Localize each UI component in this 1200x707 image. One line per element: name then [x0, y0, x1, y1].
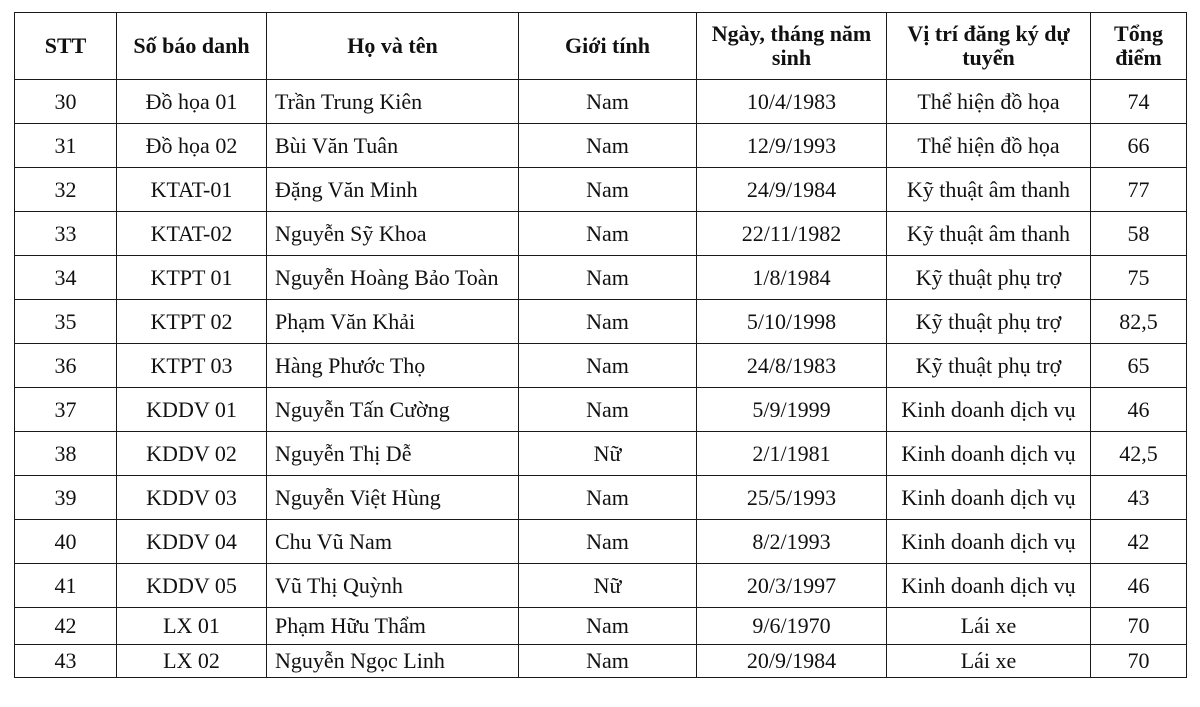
- cell-gender: Nam: [519, 168, 697, 212]
- table-row: [15, 212, 1187, 256]
- table-row: [15, 476, 1187, 520]
- header-full-name: Họ và tên: [267, 13, 519, 80]
- cell-stt: 30: [15, 80, 117, 124]
- cell-position: Kỹ thuật phụ trợ: [887, 300, 1091, 344]
- cell-candidate-number: LX 01: [117, 608, 267, 645]
- cell-full-name: Phạm Văn Khải: [267, 300, 519, 344]
- results-table: [14, 12, 1187, 678]
- cell-stt: 31: [15, 124, 117, 168]
- cell-candidate-number: KTPT 03: [117, 344, 267, 388]
- cell-total-score: 42: [1091, 520, 1187, 564]
- cell-stt: 37: [15, 388, 117, 432]
- cell-candidate-number: Đồ họa 01: [117, 80, 267, 124]
- cell-full-name: Nguyễn Ngọc Linh: [267, 645, 519, 678]
- cell-total-score: 77: [1091, 168, 1187, 212]
- cell-full-name: Trần Trung Kiên: [267, 80, 519, 124]
- cell-position: Kinh doanh dịch vụ: [887, 520, 1091, 564]
- cell-date-of-birth: 5/10/1998: [697, 300, 887, 344]
- cell-position: Kinh doanh dịch vụ: [887, 476, 1091, 520]
- cell-total-score: 75: [1091, 256, 1187, 300]
- cell-stt: 35: [15, 300, 117, 344]
- cell-candidate-number: KDDV 05: [117, 564, 267, 608]
- cell-candidate-number: KDDV 03: [117, 476, 267, 520]
- cell-position: Thể hiện đồ họa: [887, 124, 1091, 168]
- table-row: [15, 80, 1187, 124]
- cell-gender: Nữ: [519, 564, 697, 608]
- cell-date-of-birth: 24/8/1983: [697, 344, 887, 388]
- table-row: [15, 168, 1187, 212]
- cell-stt: 38: [15, 432, 117, 476]
- table-row: [15, 645, 1187, 678]
- cell-gender: Nam: [519, 256, 697, 300]
- cell-gender: Nam: [519, 608, 697, 645]
- cell-gender: Nam: [519, 520, 697, 564]
- cell-total-score: 65: [1091, 344, 1187, 388]
- header-candidate-number: Số báo danh: [117, 13, 267, 80]
- header-date-of-birth: Ngày, tháng năm sinh: [697, 13, 887, 80]
- cell-stt: 40: [15, 520, 117, 564]
- cell-gender: Nam: [519, 124, 697, 168]
- cell-full-name: Nguyễn Thị Dễ: [267, 432, 519, 476]
- cell-position: Kỹ thuật âm thanh: [887, 168, 1091, 212]
- cell-candidate-number: Đồ họa 02: [117, 124, 267, 168]
- cell-total-score: 70: [1091, 645, 1187, 678]
- cell-full-name: Bùi Văn Tuân: [267, 124, 519, 168]
- cell-stt: 32: [15, 168, 117, 212]
- table-row: [15, 300, 1187, 344]
- cell-stt: 43: [15, 645, 117, 678]
- results-table-container: [14, 12, 1186, 678]
- cell-position: Kỹ thuật âm thanh: [887, 212, 1091, 256]
- cell-candidate-number: KTAT-02: [117, 212, 267, 256]
- cell-candidate-number: KDDV 04: [117, 520, 267, 564]
- header-position: Vị trí đăng ký dự tuyển: [887, 13, 1091, 80]
- cell-position: Lái xe: [887, 608, 1091, 645]
- cell-total-score: 43: [1091, 476, 1187, 520]
- cell-date-of-birth: 10/4/1983: [697, 80, 887, 124]
- cell-date-of-birth: 2/1/1981: [697, 432, 887, 476]
- cell-date-of-birth: 12/9/1993: [697, 124, 887, 168]
- cell-stt: 34: [15, 256, 117, 300]
- cell-candidate-number: KTAT-01: [117, 168, 267, 212]
- cell-position: Lái xe: [887, 645, 1091, 678]
- cell-date-of-birth: 8/2/1993: [697, 520, 887, 564]
- cell-full-name: Phạm Hữu Thẩm: [267, 608, 519, 645]
- cell-full-name: Vũ Thị Quỳnh: [267, 564, 519, 608]
- cell-date-of-birth: 9/6/1970: [697, 608, 887, 645]
- cell-total-score: 58: [1091, 212, 1187, 256]
- cell-stt: 36: [15, 344, 117, 388]
- cell-date-of-birth: 20/9/1984: [697, 645, 887, 678]
- cell-full-name: Nguyễn Tấn Cường: [267, 388, 519, 432]
- header-stt: STT: [15, 13, 117, 80]
- cell-date-of-birth: 24/9/1984: [697, 168, 887, 212]
- cell-gender: Nữ: [519, 432, 697, 476]
- cell-candidate-number: KDDV 01: [117, 388, 267, 432]
- cell-position: Kỹ thuật phụ trợ: [887, 256, 1091, 300]
- table-row: [15, 344, 1187, 388]
- cell-candidate-number: LX 02: [117, 645, 267, 678]
- cell-total-score: 46: [1091, 564, 1187, 608]
- cell-gender: Nam: [519, 300, 697, 344]
- cell-full-name: Hàng Phước Thọ: [267, 344, 519, 388]
- cell-total-score: 70: [1091, 608, 1187, 645]
- cell-gender: Nam: [519, 476, 697, 520]
- table-row: [15, 520, 1187, 564]
- header-total-score: Tổng điểm: [1091, 13, 1187, 80]
- cell-position: Kinh doanh dịch vụ: [887, 432, 1091, 476]
- cell-position: Thể hiện đồ họa: [887, 80, 1091, 124]
- cell-total-score: 82,5: [1091, 300, 1187, 344]
- cell-stt: 39: [15, 476, 117, 520]
- cell-date-of-birth: 1/8/1984: [697, 256, 887, 300]
- cell-full-name: Nguyễn Hoàng Bảo Toàn: [267, 256, 519, 300]
- cell-position: Kinh doanh dịch vụ: [887, 564, 1091, 608]
- cell-stt: 41: [15, 564, 117, 608]
- cell-candidate-number: KDDV 02: [117, 432, 267, 476]
- cell-full-name: Nguyễn Sỹ Khoa: [267, 212, 519, 256]
- table-row: [15, 564, 1187, 608]
- cell-full-name: Đặng Văn Minh: [267, 168, 519, 212]
- cell-stt: 42: [15, 608, 117, 645]
- cell-total-score: 46: [1091, 388, 1187, 432]
- cell-gender: Nam: [519, 388, 697, 432]
- cell-date-of-birth: 20/3/1997: [697, 564, 887, 608]
- cell-gender: Nam: [519, 212, 697, 256]
- cell-total-score: 74: [1091, 80, 1187, 124]
- cell-date-of-birth: 25/5/1993: [697, 476, 887, 520]
- cell-candidate-number: KTPT 02: [117, 300, 267, 344]
- table-row: [15, 432, 1187, 476]
- table-row: [15, 124, 1187, 168]
- cell-candidate-number: KTPT 01: [117, 256, 267, 300]
- cell-gender: Nam: [519, 645, 697, 678]
- cell-total-score: 42,5: [1091, 432, 1187, 476]
- cell-full-name: Nguyễn Việt Hùng: [267, 476, 519, 520]
- cell-date-of-birth: 5/9/1999: [697, 388, 887, 432]
- cell-date-of-birth: 22/11/1982: [697, 212, 887, 256]
- cell-stt: 33: [15, 212, 117, 256]
- cell-position: Kinh doanh dịch vụ: [887, 388, 1091, 432]
- header-row: [15, 13, 1187, 80]
- cell-total-score: 66: [1091, 124, 1187, 168]
- table-row: [15, 256, 1187, 300]
- table-row: [15, 388, 1187, 432]
- cell-gender: Nam: [519, 80, 697, 124]
- cell-full-name: Chu Vũ Nam: [267, 520, 519, 564]
- table-row: [15, 608, 1187, 645]
- cell-gender: Nam: [519, 344, 697, 388]
- cell-position: Kỹ thuật phụ trợ: [887, 344, 1091, 388]
- header-gender: Giới tính: [519, 13, 697, 80]
